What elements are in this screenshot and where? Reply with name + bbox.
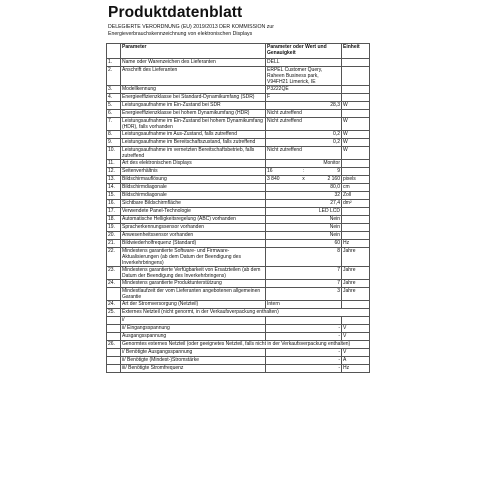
table-row xyxy=(107,216,370,224)
row-value: 7 xyxy=(266,267,342,280)
row-value: 28,3 xyxy=(266,102,342,110)
header-parameter: Parameter xyxy=(121,44,266,59)
row-number: 24. xyxy=(107,301,121,309)
row-value: Intern xyxy=(266,301,342,309)
row-parameter: Mindestens garantierte Produktunterstützung xyxy=(121,280,266,288)
row-number xyxy=(107,357,121,365)
regulation-subtitle xyxy=(108,24,368,37)
row-value-second: 2 160 xyxy=(327,176,340,182)
row-parameter: Mindestens garantierte Software- und Firmware-Aktualisierungen (ab dem Datum der Beendigung des Inverkehrbringens) xyxy=(121,248,266,267)
row-unit: Hz xyxy=(342,365,370,373)
row-parameter: Genormtes externes Netzteil (oder geeignetes Netzteil, falls nicht in der Verkaufsverpackung enthalten) xyxy=(121,341,370,349)
row-value: Nicht zutreffend xyxy=(266,147,342,160)
row-number xyxy=(107,333,121,341)
table-row xyxy=(107,94,370,102)
table-row xyxy=(107,192,370,200)
row-unit xyxy=(342,160,370,168)
row-unit xyxy=(342,224,370,232)
row-unit: V xyxy=(342,325,370,333)
row-value-separator: : xyxy=(302,168,305,174)
header-value: Parameter oder Wert und Genauigkeit xyxy=(266,44,342,59)
row-value-second: 9 xyxy=(337,168,340,174)
row-number xyxy=(107,349,121,357)
table-row xyxy=(107,349,370,357)
row-number: 7. xyxy=(107,118,121,131)
row-unit xyxy=(342,110,370,118)
row-parameter: Mindestlaufzeit der vom Lieferanten angebotenen allgemeinen Garantie xyxy=(121,288,266,301)
row-parameter: Externes Netzteil (nicht genormt, in der Verkaufsverpackung enthalten) xyxy=(121,309,370,317)
row-number: 12. xyxy=(107,168,121,176)
table-header-row xyxy=(107,44,370,59)
row-parameter: Anwesenheitssensor vorhanden xyxy=(121,232,266,240)
row-unit: dm² xyxy=(342,200,370,208)
table-row xyxy=(107,301,370,309)
table-row xyxy=(107,232,370,240)
table-row xyxy=(107,176,370,184)
table-row xyxy=(107,102,370,110)
row-unit xyxy=(342,94,370,102)
row-value: Nicht zutreffend xyxy=(266,118,342,131)
row-parameter: Ausgangsspannung xyxy=(121,333,266,341)
row-parameter: ii/ Eingangsspannung xyxy=(121,325,266,333)
table-row xyxy=(107,131,370,139)
row-parameter: Leistungsaufnahme im Ein-Zustand bei SDR xyxy=(121,102,266,110)
row-number: 14. xyxy=(107,184,121,192)
row-value-first: 3 840 xyxy=(267,176,280,182)
row-value: Nicht zutreffend xyxy=(266,110,342,118)
table-row xyxy=(107,333,370,341)
subtitle-line: Energieverbrauchskennzeichnung von elektronischen Displays xyxy=(108,30,253,37)
row-value: - xyxy=(266,357,342,365)
table-row xyxy=(107,139,370,147)
row-unit: pixels xyxy=(342,176,370,184)
row-unit xyxy=(342,216,370,224)
row-parameter: i/ xyxy=(121,317,266,325)
row-unit: Jahre xyxy=(342,288,370,301)
row-number: 15. xyxy=(107,192,121,200)
row-parameter: Mindestens garantierte Verfügbarkeit von Ersatzteilen (ab dem Datum der Beendigung des Inverkehrbringens) xyxy=(121,267,266,280)
row-value: Nein xyxy=(266,216,342,224)
row-number: 21. xyxy=(107,240,121,248)
row-unit: W xyxy=(342,102,370,110)
row-number: 5. xyxy=(107,102,121,110)
row-value: 80,0 xyxy=(266,184,342,192)
row-value xyxy=(266,176,342,184)
table-row xyxy=(107,86,370,94)
row-value: 27,4 xyxy=(266,200,342,208)
table-row xyxy=(107,168,370,176)
row-value: DELL xyxy=(266,59,342,67)
row-unit xyxy=(342,59,370,67)
row-value: - xyxy=(266,349,342,357)
row-parameter: Leistungsaufnahme im vernetzten Bereitschaftsbetrieb, falls zutreffend xyxy=(121,147,266,160)
row-parameter: Energieeffizienzklasse bei hohem Dynamikumfang (HDR) xyxy=(121,110,266,118)
row-number: 13. xyxy=(107,176,121,184)
table-row xyxy=(107,224,370,232)
row-value: Nein xyxy=(266,232,342,240)
row-unit: Jahre xyxy=(342,248,370,267)
row-number: 2. xyxy=(107,67,121,86)
row-unit: W xyxy=(342,139,370,147)
product-data-table xyxy=(106,43,370,373)
row-number: 4. xyxy=(107,94,121,102)
row-number: 23. xyxy=(107,267,121,280)
table-row xyxy=(107,240,370,248)
table-row xyxy=(107,267,370,280)
row-parameter: Leistungsaufnahme im Ein-Zustand bei hohem Dynamikumfang (HDR), falls vorhanden xyxy=(121,118,266,131)
table-row xyxy=(107,160,370,168)
row-number: 1. xyxy=(107,59,121,67)
row-number: 25. xyxy=(107,309,121,317)
row-parameter: Verwendete Panel-Technologie xyxy=(121,208,266,216)
table-row xyxy=(107,309,370,317)
table-row xyxy=(107,200,370,208)
subtitle-line: DELEGIERTE VERORDNUNG (EU) 2019/2013 DER KOMMISSION zur xyxy=(108,24,274,30)
row-unit: V xyxy=(342,333,370,341)
row-number: 8. xyxy=(107,131,121,139)
row-number: 18. xyxy=(107,216,121,224)
row-value: LED LCD xyxy=(266,208,342,216)
row-parameter: Spracherkennungssensor vorhanden xyxy=(121,224,266,232)
table-row xyxy=(107,341,370,349)
row-unit: Jahre xyxy=(342,267,370,280)
row-parameter: Name oder Warenzeichen des Lieferanten xyxy=(121,59,266,67)
row-number: 11. xyxy=(107,160,121,168)
row-unit: W xyxy=(342,131,370,139)
row-unit xyxy=(342,232,370,240)
row-value: 0,2 xyxy=(266,139,342,147)
row-parameter: Sichtbare Bildschirmfläche xyxy=(121,200,266,208)
row-unit: Zoll xyxy=(342,192,370,200)
row-parameter: Seitenverhältnis xyxy=(121,168,266,176)
row-unit xyxy=(342,301,370,309)
row-parameter: iii/ Benötigte Stromfrequenz xyxy=(121,365,266,373)
table-row xyxy=(107,325,370,333)
row-parameter: Art des elektronischen Displays xyxy=(121,160,266,168)
row-unit: A xyxy=(342,357,370,365)
row-parameter: Bildschirmdiagonale xyxy=(121,192,266,200)
row-unit: W xyxy=(342,118,370,131)
row-parameter: Leistungsaufnahme im Bereitschaftszustand, falls zutreffend xyxy=(121,139,266,147)
row-value: F xyxy=(266,94,342,102)
table-row xyxy=(107,208,370,216)
row-value: - xyxy=(266,325,342,333)
row-unit: Jahre xyxy=(342,280,370,288)
row-unit xyxy=(342,67,370,86)
row-unit: cm xyxy=(342,184,370,192)
row-value: 32 xyxy=(266,192,342,200)
header-number-cell xyxy=(107,44,121,59)
row-number: 10. xyxy=(107,147,121,160)
table-row xyxy=(107,118,370,131)
table-row xyxy=(107,317,370,325)
row-number: 20. xyxy=(107,232,121,240)
row-parameter: Bildschirmauflösung xyxy=(121,176,266,184)
row-unit xyxy=(342,86,370,94)
table-row xyxy=(107,248,370,267)
row-parameter: Bildwiederholfrequenz (Standard) xyxy=(121,240,266,248)
row-value: 7 xyxy=(266,280,342,288)
row-number: 3. xyxy=(107,86,121,94)
row-number: 19. xyxy=(107,224,121,232)
row-value: Nein xyxy=(266,224,342,232)
row-value: - xyxy=(266,333,342,341)
row-value: 0,2 xyxy=(266,131,342,139)
row-number: 24. xyxy=(107,280,121,288)
row-number: 17. xyxy=(107,208,121,216)
row-number xyxy=(107,325,121,333)
row-number: 9. xyxy=(107,139,121,147)
header-unit: Einheit xyxy=(342,44,370,59)
row-value: Monitor xyxy=(266,160,342,168)
row-parameter: Art der Stromversorgung (Netzteil) xyxy=(121,301,266,309)
row-number: 22. xyxy=(107,248,121,267)
table-row xyxy=(107,67,370,86)
row-value: 3 xyxy=(266,288,342,301)
row-unit xyxy=(342,208,370,216)
table-row xyxy=(107,280,370,288)
row-parameter: Modellkennung xyxy=(121,86,266,94)
row-parameter: ii/ Benötigte (Mindest-)Stromstärke xyxy=(121,357,266,365)
row-unit: Hz xyxy=(342,240,370,248)
row-value xyxy=(266,317,342,325)
row-value: 8 xyxy=(266,248,342,267)
row-value-separator: x xyxy=(302,176,305,182)
table-row xyxy=(107,288,370,301)
row-number: 16. xyxy=(107,200,121,208)
row-number xyxy=(107,288,121,301)
table-row xyxy=(107,357,370,365)
table-row xyxy=(107,110,370,118)
row-parameter: Automatische Helligkeitsregelung (ABC) vorhanden xyxy=(121,216,266,224)
row-value: P3222QE xyxy=(266,86,342,94)
row-value-first: 16 xyxy=(267,168,273,174)
row-number: 26. xyxy=(107,341,121,349)
row-unit xyxy=(342,168,370,176)
row-value: - xyxy=(266,365,342,373)
table-body xyxy=(107,59,370,373)
page-title: Produktdatenblatt xyxy=(108,4,243,21)
row-parameter: Anschrift des Lieferanten xyxy=(121,67,266,86)
table-row xyxy=(107,59,370,67)
row-number: 6. xyxy=(107,110,121,118)
row-value: ERPEL Customer Query, Raheen Business park, V94FH21 Limerick, IE xyxy=(266,67,342,86)
table-row xyxy=(107,184,370,192)
row-number xyxy=(107,317,121,325)
row-parameter: Leistungsaufnahme im Aus-Zustand, falls zutreffend xyxy=(121,131,266,139)
row-unit: W xyxy=(342,147,370,160)
row-unit: V xyxy=(342,349,370,357)
row-parameter: i/ Benötigte Ausgangsspannung xyxy=(121,349,266,357)
row-value xyxy=(266,168,342,176)
table-row xyxy=(107,365,370,373)
row-unit xyxy=(342,317,370,325)
row-value: 60 xyxy=(266,240,342,248)
table-row xyxy=(107,147,370,160)
row-parameter: Energieeffizienzklasse bei Standard-Dynamikumfang (SDR) xyxy=(121,94,266,102)
row-parameter: Bildschirmdiagonale xyxy=(121,184,266,192)
row-number xyxy=(107,365,121,373)
